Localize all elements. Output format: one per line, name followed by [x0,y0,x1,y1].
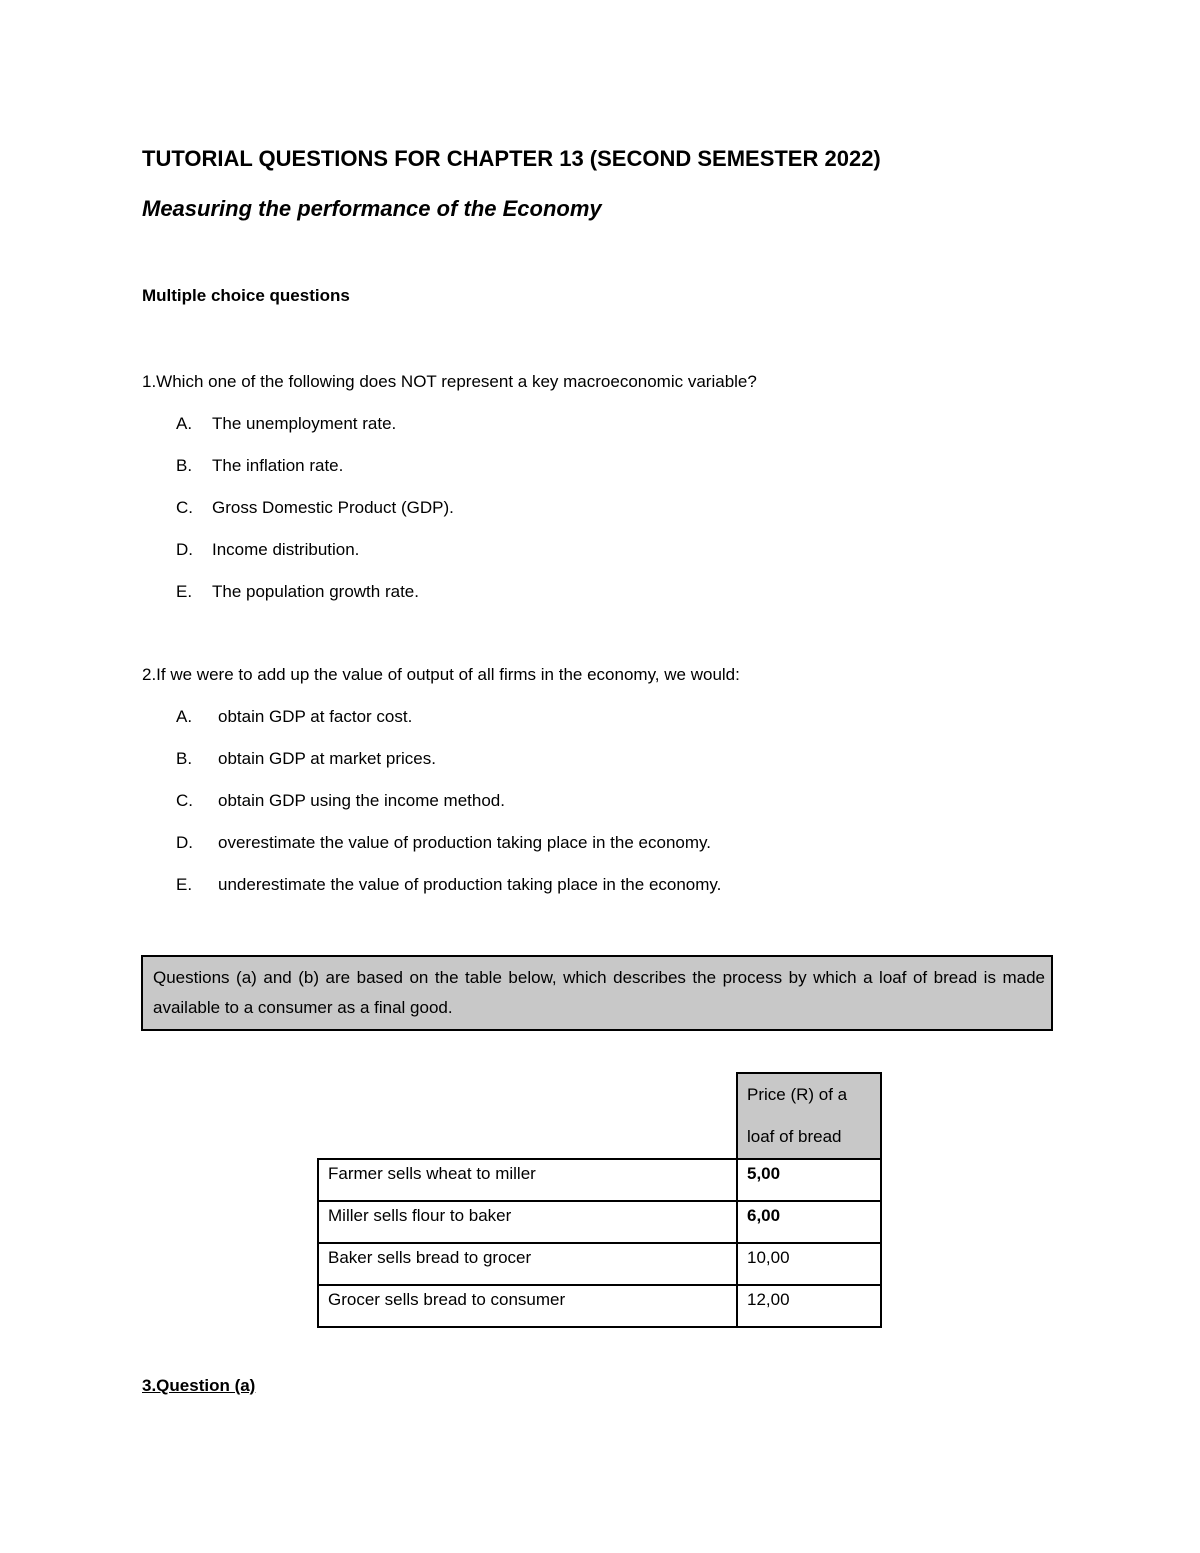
section-heading: Multiple choice questions [142,286,350,305]
table-cell-price: 10,00 [737,1243,881,1285]
option-text: The inflation rate. [212,456,344,475]
question-2-option-d [176,833,721,875]
question-1-option-e [176,582,454,624]
option-letter: B. [176,456,193,475]
table-cell-price: 6,00 [737,1201,881,1243]
question-1-options [176,414,454,624]
question-3-heading: 3.Question (a) [142,1376,256,1395]
option-letter: C. [176,791,193,810]
option-text: overestimate the value of production taking place in the economy. [218,833,711,852]
bread-price-table [317,1072,882,1328]
header-line-1: Price (R) of a [747,1085,848,1104]
question-2-option-a [176,707,721,749]
table-row [318,1243,881,1285]
table-row [318,1159,881,1201]
question-1-option-d [176,540,454,582]
option-text: Gross Domestic Product (GDP). [212,498,454,517]
table-cell-stage: Grocer sells bread to consumer [318,1285,737,1327]
option-letter: A. [176,414,193,433]
option-text: obtain GDP at market prices. [218,749,436,768]
table-cell-stage: Miller sells flour to baker [318,1201,737,1243]
question-1-option-c [176,498,454,540]
option-letter: D. [176,833,193,852]
document-title: TUTORIAL QUESTIONS FOR CHAPTER 13 (SECOND SEMESTER 2022) [142,146,881,171]
option-letter: C. [176,498,193,517]
option-text: The unemployment rate. [212,414,397,433]
option-text: underestimate the value of production taking place in the economy. [218,875,722,894]
table-cell-price: 12,00 [737,1285,881,1327]
option-text: The population growth rate. [212,582,419,601]
info-box: Questions (a) and (b) are based on the table below, which describes the process by which a loaf of bread is made available to a consumer as a final good. [141,955,1053,1031]
option-text: Income distribution. [212,540,360,559]
header-line-2: loaf of bread [747,1127,842,1146]
table-cell-stage: Baker sells bread to grocer [318,1243,737,1285]
question-2-option-c [176,791,721,833]
table-header-row [318,1073,881,1159]
table-cell-price: 5,00 [737,1159,881,1201]
question-2-stem: 2.If we were to add up the value of output of all firms in the economy, we would: [142,665,740,684]
option-letter: E. [176,875,193,894]
table-row [318,1285,881,1327]
question-2-option-b [176,749,721,791]
table-header-price [737,1073,881,1159]
option-letter: B. [176,749,193,768]
table-empty-cell [318,1073,737,1159]
question-1-option-b [176,456,454,498]
table-row [318,1201,881,1243]
option-letter: A. [176,707,193,726]
option-letter: E. [176,582,193,601]
question-2-option-e [176,875,721,917]
option-text: obtain GDP using the income method. [218,791,505,810]
question-1-option-a [176,414,454,456]
table-cell-stage: Farmer sells wheat to miller [318,1159,737,1201]
option-letter: D. [176,540,193,559]
document-subtitle: Measuring the performance of the Economy [142,196,602,221]
question-1-stem: 1.Which one of the following does NOT represent a key macroeconomic variable? [142,372,757,391]
option-text: obtain GDP at factor cost. [218,707,413,726]
question-2-options [176,707,721,917]
